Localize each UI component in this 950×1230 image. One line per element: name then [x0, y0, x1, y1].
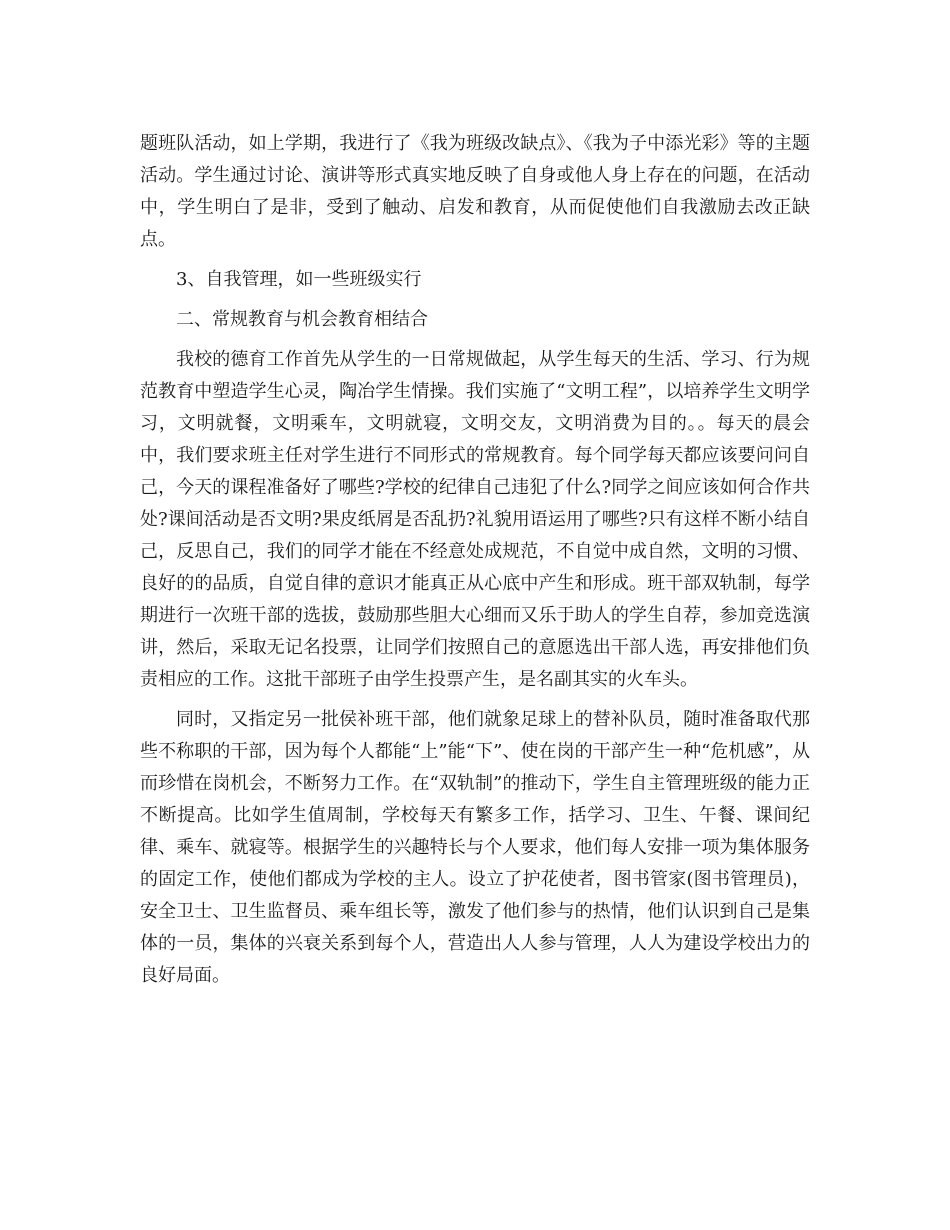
- section-heading-routine-education: 二、常规教育与机会教育相结合: [176, 309, 428, 330]
- document-body: [140, 128, 810, 1000]
- paragraph-self-management: 3、自我管理，如一些班级实行: [176, 269, 422, 290]
- paragraph-dual-track-system: 同时，又指定另一批侯补班干部，他们就象足球上的替补队员，随时准备取代那些不称职的干部，因为每个人都能“上”能“下”、使在岗的干部产生一种“危机感”，从而珍惜在岗机会，不断努力工作。在“双轨制”的推动下，学生自主管理班级的能力正不断提高。比如学生值周制，学校每天有繁多工作，括学习、卫生、午餐、课间纪律、乘车、就寝等。根据学生的兴趣特长与个人要求，他们每人安排一项为集体服务的固定工作，使他们都成为学校的主人。设立了护花使者，图书管家(图书管理员)，安全卫士、卫生监督员、乘车组长等，激发了他们参与的热情，他们认识到自己是集体的一员，集体的兴衰关系到每个人，营造出人人参与管理，人人为建设学校出力的良好局面。: [140, 709, 810, 986]
- paragraph-moral-education: 我校的德育工作首先从学生的一日常规做起，从学生每天的生活、学习、行为规范教育中塑造学生心灵，陶冶学生情操。我们实施了“文明工程”，以培养学生文明学习，文明就餐，文明乘车，文明就寝，文明交友，文明消费为目的。。每天的晨会中，我们要求班主任对学生进行不同形式的常规教育。每个同学每天都应该要问问自己，今天的课程准备好了哪些?学校的纪律自己违犯了什么?同学之间应该如何合作共处?课间活动是否文明?果皮纸屑是否乱扔?礼貌用语运用了哪些?只有这样不断小结自己，反思自己，我们的同学才能在不经意处成规范，不自觉中成自然，文明的习惯、良好的的品质，自觉自律的意识才能真正从心底中产生和形成。班干部双轨制，每学期进行一次班干部的选拔，鼓励那些胆大心细而又乐于助人的学生自荐，参加竞选演讲，然后，采取无记名投票，让同学们按照自己的意愿选出干部人选，再安排他们负责相应的工作。这批干部班子由学生投票产生，是名副其实的火车头。: [140, 349, 810, 690]
- paragraph-activities: 题班队活动，如上学期，我进行了《我为班级改缺点》、《我为子中添光彩》等的主题活动。学生通过讨论、演讲等形式真实地反映了自身或他人身上存在的问题，在活动中，学生明白了是非，受到了触动、启发和教育，从而促使他们自我激励去改正缺点。: [140, 133, 810, 250]
